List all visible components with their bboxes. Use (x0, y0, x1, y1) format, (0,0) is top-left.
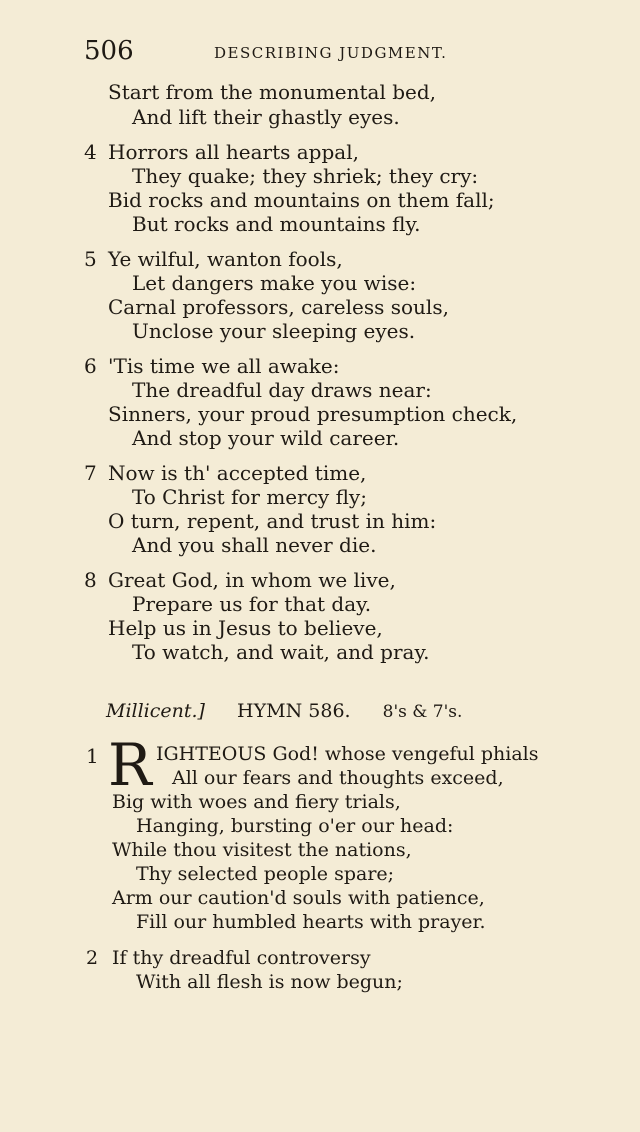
verse-line: The dreadful day draws near: (132, 378, 432, 402)
verse-line: Fill our humbled hearts with prayer. (136, 911, 486, 933)
running-title: DESCRIBING JUDGMENT. (214, 44, 448, 62)
verse-line: With all flesh is now begun; (136, 971, 403, 993)
verse-line: They quake; they shriek; they cry: (132, 164, 479, 188)
verse-line: Let dangers make you wise: (132, 271, 417, 295)
verse-line: And you shall never die. (132, 533, 377, 557)
page-number: 506 (84, 36, 134, 66)
stanza-number: 2 (86, 947, 99, 969)
verse-line: Ye wilful, wanton fools, (108, 247, 343, 271)
verse-line: Now is th' accepted time, (108, 461, 367, 485)
verse-line: Great God, in whom we live, (108, 568, 396, 592)
verse-line: Help us in Jesus to believe, (108, 616, 383, 640)
verse-line: All our fears and thoughts exceed, (172, 767, 504, 789)
hymn-heading (106, 700, 462, 722)
verse-line: 'Tis time we all awake: (108, 354, 340, 378)
stanza-number: 6 (84, 354, 97, 378)
verse-line: But rocks and mountains fly. (132, 212, 421, 236)
verse-line: Horrors all hearts appal, (108, 140, 359, 164)
verse-line: O turn, repent, and trust in him: (108, 509, 437, 533)
page-header (84, 36, 604, 66)
drop-cap: R (108, 731, 152, 799)
verse-line: Arm our caution'd souls with patience, (112, 887, 485, 909)
verse-line: IGHTEOUS God! whose vengeful phials (156, 743, 539, 765)
verse-line: Bid rocks and mountains on them fall; (108, 188, 495, 212)
verse-line: Big with woes and fiery trials, (112, 791, 401, 813)
verse-line: Hanging, bursting o'er our head: (136, 815, 454, 837)
verse-line: Prepare us for that day. (132, 592, 372, 616)
verse-line: Start from the monumental bed, (108, 80, 437, 104)
hymn-tune: Millicent.] (106, 700, 205, 722)
verse-line: If thy dreadful controversy (112, 947, 371, 969)
verse-line: And lift their ghastly eyes. (132, 105, 400, 129)
hymn-meter: 8's & 7's. (382, 702, 463, 722)
verse-line: To watch, and wait, and pray. (132, 640, 430, 664)
verse-line: Unclose your sleeping eyes. (132, 319, 416, 343)
verse-line: Sinners, your proud presumption check, (108, 402, 518, 426)
stanza-number: 8 (84, 568, 97, 592)
verse-line: Carnal professors, careless souls, (108, 295, 449, 319)
verse-line: To Christ for mercy fly; (132, 485, 367, 509)
stanza-number: 1 (86, 744, 99, 768)
stanza-number: 7 (84, 461, 97, 485)
stanza-number: 4 (84, 140, 97, 164)
verse-line: And stop your wild career. (132, 426, 400, 450)
hymn-number: HYMN 586. (237, 700, 351, 722)
verse-line: While thou visitest the nations, (112, 839, 412, 861)
stanza-number: 5 (84, 247, 97, 271)
verse-line: Thy selected people spare; (136, 863, 395, 885)
